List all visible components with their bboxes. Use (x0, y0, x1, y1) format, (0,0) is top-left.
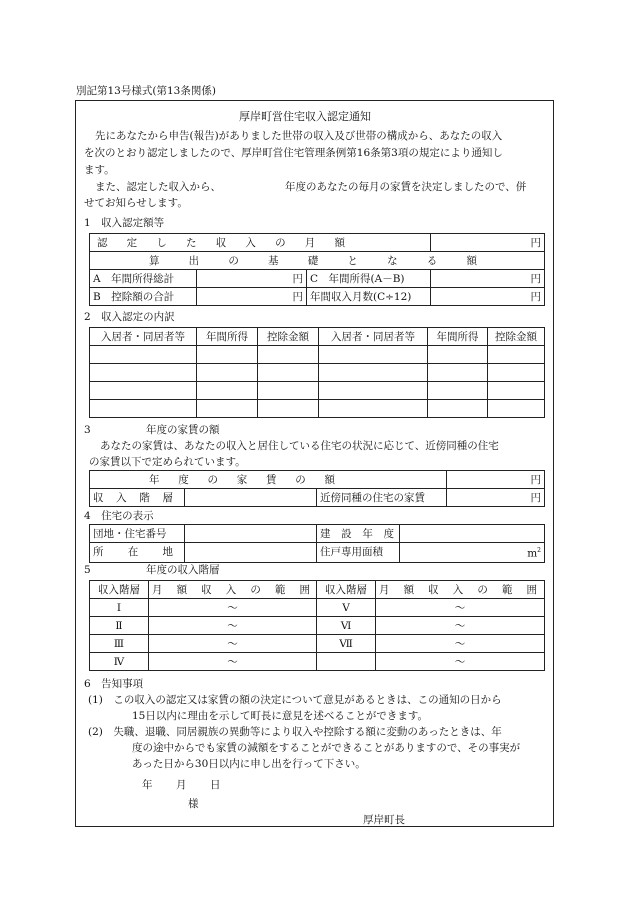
tier-cell (317, 653, 376, 671)
rent-amount-label: 年 度 の 家 賃 の 額 (90, 471, 447, 489)
section4-heading: 4 住宅の表示 (84, 510, 154, 522)
range-cell: ～ (376, 617, 545, 635)
annual-income-net-value: 円 (431, 270, 545, 288)
col-deduction: 控除金額 (488, 328, 545, 346)
col-annual-income: 年間所得 (428, 328, 488, 346)
location-label: 所 在 地 (90, 543, 185, 563)
deduction-total-value: 円 (197, 288, 307, 306)
notice-item-2: (2) 失職、退職、同居親族の異動等により収入や控除する額に変動のあったときは、年 (88, 726, 502, 738)
construction-year-label: 建 設 年 度 (317, 525, 400, 543)
intro-line: また、認定した収入から、 (95, 181, 221, 193)
notice-item-1: 15日以内に理由を示して町長に意見を述べることができます。 (132, 710, 429, 722)
date-day: 日 (210, 779, 221, 791)
col-resident: 入居者・同居者等 (319, 328, 428, 346)
intro-line: 先にあなたから申告(報告)がありました世帯の収入及び世帯の構成から、あなたの収入 (95, 130, 503, 142)
col-annual-income: 年間所得 (197, 328, 258, 346)
intro-line: せてお知らせします。 (84, 197, 188, 209)
range-cell: ～ (149, 653, 317, 671)
issuer: 厚岸町長 (363, 814, 405, 826)
table-row (90, 382, 545, 400)
table-row (90, 635, 545, 653)
floor-area-label: 住戸専用面積 (317, 543, 400, 563)
section2-heading: 2 収入認定の内訳 (84, 311, 175, 323)
deduction-total-label: B 控除額の合計 (90, 288, 197, 306)
monthly-income-value: 円 (431, 288, 545, 306)
col-tier: 収入階層 (90, 581, 149, 599)
intro-line: を次のとおり認定しましたので、厚岸町営住宅管理条例第16条第3項の規定により通知し (84, 147, 503, 159)
date-year: 年 (142, 779, 153, 791)
complex-number-value (185, 525, 317, 543)
section5-heading: 年度の収入階層 (146, 564, 220, 576)
annual-income-net-label: C 年間所得(A－B) (307, 270, 431, 288)
nearby-rent-label: 近傍同種の住宅の家賃 (317, 489, 447, 507)
table-row (90, 617, 545, 635)
range-cell: ～ (149, 599, 317, 617)
tier-cell: Ⅰ (90, 599, 149, 617)
col-range: 月 額 収 入 の 範 囲 (149, 581, 317, 599)
tier-cell: Ⅶ (317, 635, 376, 653)
section3-heading: 年度の家賃の額 (146, 424, 220, 436)
date-month: 月 (176, 779, 187, 791)
location-value (185, 543, 317, 563)
section5-heading-number: 5 (84, 564, 91, 576)
table-row (90, 653, 545, 671)
form-label: 別記第13号様式(第13条関係) (76, 85, 216, 97)
notice-item-2: あった日から30日以内に申し出を行って下さい。 (132, 758, 366, 770)
range-cell: ～ (376, 599, 545, 617)
range-cell: ～ (376, 653, 545, 671)
housing-table (89, 524, 545, 563)
table-row (90, 400, 545, 418)
notice-item-2: 度の途中からでも家賃の減額をすることができることがありますので、その事実が (132, 742, 521, 754)
income-breakdown-table (89, 327, 545, 418)
certified-income-label: 認 定 し た 収 入 の 月 額 (90, 234, 431, 252)
section6-heading: 6 告知事項 (84, 678, 144, 690)
income-tier-value (185, 489, 317, 507)
tier-cell: Ⅱ (90, 617, 149, 635)
tier-cell: Ⅳ (90, 653, 149, 671)
construction-year-value (400, 525, 545, 543)
col-tier: 収入階層 (317, 581, 376, 599)
rent-table (89, 470, 545, 507)
basis-label: 算 出 の 基 礎 と な る 額 (90, 252, 545, 270)
notice-item-1: (1) この収入の認定又は家賃の額の決定について意見があるときは、この通知の日から (88, 694, 502, 706)
floor-area-value: $m^2$ (400, 543, 545, 563)
document-title: 厚岸町営住宅収入認定通知 (239, 110, 371, 123)
tier-cell: Ⅴ (317, 599, 376, 617)
range-cell: ～ (149, 635, 317, 653)
income-summary-table (89, 233, 545, 306)
table-row (90, 599, 545, 617)
rent-description: あなたの家賃は、あなたの収入と居住している住宅の状況に応じて、近傍同種の住宅 (100, 440, 499, 452)
annual-income-total-value: 円 (197, 270, 307, 288)
recipient-honorific: 様 (188, 798, 199, 810)
monthly-income-label: 年間収入月数(C÷12) (307, 288, 431, 306)
income-tier-label: 収 入 階 層 (90, 489, 185, 507)
col-resident: 入居者・同居者等 (90, 328, 197, 346)
intro-line: ます。 (84, 164, 115, 176)
intro-line: 年度のあなたの毎月の家賃を決定しましたので、併 (285, 181, 527, 193)
nearby-rent-value: 円 (447, 489, 545, 507)
table-row (90, 346, 545, 364)
tier-cell: Ⅲ (90, 635, 149, 653)
certified-income-value: 円 (431, 234, 545, 252)
complex-number-label: 団地・住宅番号 (90, 525, 185, 543)
rent-amount-value: 円 (447, 471, 545, 489)
col-range: 月 額 収 入 の 範 囲 (376, 581, 545, 599)
range-cell: ～ (149, 617, 317, 635)
col-deduction: 控除金額 (258, 328, 319, 346)
rent-description: の家賃以下で定められています。 (89, 456, 246, 468)
annual-income-total-label: A 年間所得総計 (90, 270, 197, 288)
tier-cell: Ⅵ (317, 617, 376, 635)
range-cell: ～ (376, 635, 545, 653)
section3-heading-number: 3 (84, 424, 91, 436)
section1-heading: 1 収入認定額等 (84, 217, 165, 229)
table-row (90, 364, 545, 382)
income-tier-table (89, 580, 545, 671)
